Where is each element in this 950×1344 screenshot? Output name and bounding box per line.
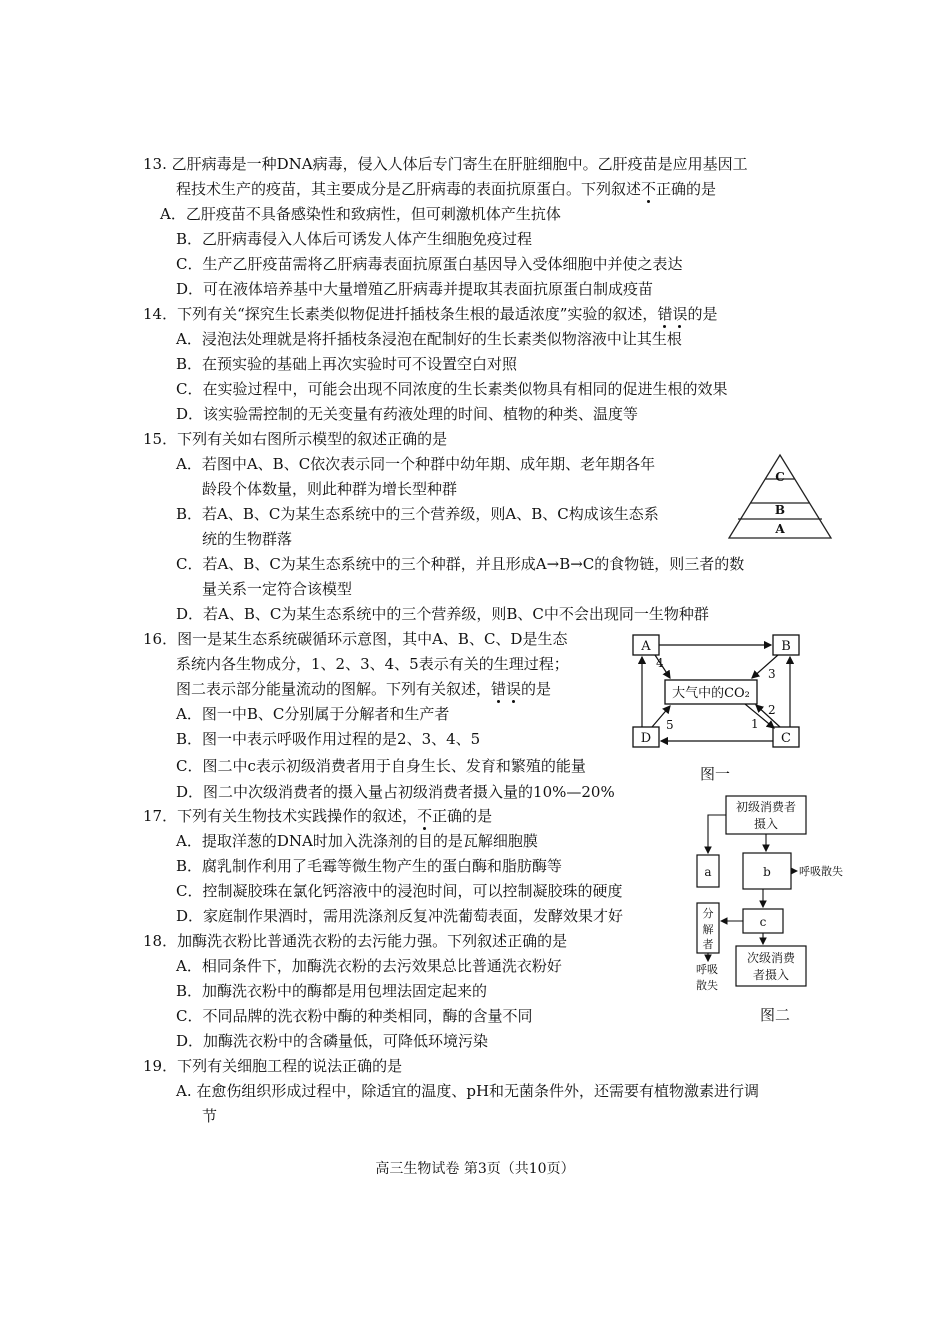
q13-stem-line2	[176, 179, 716, 199]
q17-option-c: C．控制凝胶珠在氯化钙溶液中的浸泡时间，可以控制凝胶珠的硬度	[176, 882, 623, 900]
process-label-2: 2	[768, 703, 776, 717]
q19-option-a-line1: A. 在愈伤组织形成过程中，除适宜的温度、pH和无菌条件外，还需要有植物激素进行调	[176, 1082, 760, 1100]
q13-stem-line1: 13. 乙肝病毒是一种DNA病毒，侵入人体后专门寄生在肝脏细胞中。乙肝疫苗是应用基因工	[143, 155, 748, 173]
q16-stem-end: 的是	[521, 680, 552, 698]
q15-stem: 15．下列有关如右图所示模型的叙述正确的是	[143, 430, 448, 448]
figure-1-caption: 图一	[700, 765, 731, 783]
q18-stem: 18．加酶洗衣粉比普通洗衣粉的去污能力强。下列叙述正确的是	[143, 932, 568, 950]
primary-consumer-label: 初级消费者	[735, 800, 797, 814]
q19-option-a-line2: 节	[202, 1107, 218, 1125]
q17-option-a: A．提取洋葱的DNA时加入洗涤剂的目的是瓦解细胞膜	[176, 832, 538, 850]
q15-option-b-line2: 统的生物群落	[202, 530, 293, 548]
process-label-4: 4	[656, 656, 664, 670]
secondary-consumer-label: 次级消费	[746, 951, 796, 965]
process-label-3: 3	[768, 667, 776, 681]
box-c-label: c	[759, 915, 767, 929]
q16-option-b: B．图一中表示呼吸作用过程的是2、3、4、5	[176, 730, 481, 748]
node-a-label: A	[641, 639, 651, 654]
box-a-label: a	[704, 865, 712, 879]
q14-emphasis-mark-2: 误	[672, 305, 688, 323]
decomposer-char-3: 者	[702, 938, 714, 951]
q16-option-c: C．图二中c表示初级消费者用于自身生长、发育和繁殖的能量	[176, 757, 586, 775]
q18-option-c: C．不同品牌的洗衣粉中酶的种类相同，酶的含量不同	[176, 1007, 533, 1025]
q14-option-d: D．该实验需控制的无关变量有药液处理的时间、植物的种类、温度等	[176, 405, 639, 423]
q13-stem-end: 正确的是	[656, 180, 717, 198]
q15-option-c-line1: C．若A、B、C为某生态系统中的三个种群，并且形成A→B→C的食物链，则三者的数	[176, 555, 745, 573]
q13-option-d: D．可在液体培养基中大量增殖乙肝病毒并提取其表面抗原蛋白制成疫苗	[176, 280, 654, 298]
node-c-label: C	[781, 731, 791, 746]
carbon-cycle-diagram	[630, 632, 805, 750]
q16-option-a: A．图一中B、C分别属于分解者和生产者	[176, 705, 450, 723]
respiration-loss-label: 呼吸散失	[799, 865, 843, 878]
q16-stem-line1: 16．图一是某生态系统碳循环示意图，其中A、B、C、D是生态	[143, 630, 568, 648]
q14-stem-end: 的是	[687, 305, 718, 323]
q13-emphasis-mark: 不	[641, 180, 657, 198]
box-b-label: b	[763, 865, 771, 879]
q15-option-d: D．若A、B、C为某生态系统中的三个营养级，则B、C中不会出现同一生物种群	[176, 605, 709, 623]
q17-stem	[143, 806, 492, 826]
arrow-intake-to-a	[708, 815, 726, 853]
q16-stem-text: 图二表示部分能量流动的图解。下列有关叙述，	[176, 680, 492, 698]
q14-emphasis-mark-1: 错	[657, 305, 673, 323]
pyramid-label-bottom: A	[775, 522, 785, 536]
q17-option-b: B．腐乳制作利用了毛霉等微生物产生的蛋白酶和脂肪酶等	[176, 857, 563, 875]
decomposer-loss-label-2: 散失	[696, 979, 718, 992]
page-footer: 高三生物试卷 第3页（共10页）	[375, 1161, 575, 1177]
q13-stem-text: 程技术生产的疫苗，其主要成分是乙肝病毒的表面抗原蛋白。下列叙述	[176, 180, 642, 198]
process-label-5: 5	[666, 718, 674, 732]
node-d-label: D	[640, 731, 652, 746]
node-b-label: B	[781, 639, 791, 654]
q17-emphasis-mark: 不	[417, 807, 433, 825]
decomposer-loss-label-1: 呼吸	[696, 963, 718, 976]
q15-option-a-line2: 龄段个体数量，则此种群为增长型种群	[202, 480, 458, 498]
primary-consumer-intake-label: 摄入	[753, 817, 779, 831]
q16-emphasis-mark-1: 错	[491, 680, 507, 698]
q17-stem-text: 17．下列有关生物技术实践操作的叙述，	[143, 807, 418, 825]
q14-option-a: A．浸泡法处理就是将扦插枝条浸泡在配制好的生长素类似物溶液中让其生根	[176, 330, 682, 348]
q14-option-c: C．在实验过程中，可能会出现不同浓度的生长素类似物具有相同的促进生根的效果	[176, 380, 728, 398]
secondary-consumer-intake-label: 者摄入	[752, 968, 790, 982]
q13-option-a: A．乙肝疫苗不具备感染性和致病性，但可刺激机体产生抗体	[160, 205, 561, 223]
process-label-1: 1	[751, 717, 759, 731]
decomposer-char-1: 分	[702, 907, 714, 920]
q14-option-b: B．在预实验的基础上再次实验时可不设置空白对照	[176, 355, 518, 373]
pyramid-label-mid: B	[774, 503, 786, 517]
q15-option-a-line1: A．若图中A、B、C依次表示同一个种群中幼年期、成年期、老年期各年	[176, 455, 656, 473]
q16-stem-line2: 系统内各生物成分，1、2、3、4、5表示有关的生理过程；	[176, 655, 569, 673]
figure-2-caption: 图二	[760, 1006, 791, 1024]
q17-option-d: D．家庭制作果酒时，需用洗涤剂反复冲洗葡萄表面，发酵效果才好	[176, 907, 624, 925]
q17-stem-end: 正确的是	[432, 807, 493, 825]
q14-stem	[143, 304, 717, 324]
q16-stem-line3	[176, 679, 551, 699]
q19-stem: 19．下列有关细胞工程的说法正确的是	[143, 1057, 403, 1075]
energy-flow-diagram	[690, 793, 870, 998]
decomposer-char-2: 解	[702, 923, 714, 936]
q13-option-b: B．乙肝病毒侵入人体后可诱发人体产生细胞免疫过程	[176, 230, 533, 248]
q18-option-d: D．加酶洗衣粉中的含磷量低，可降低环境污染	[176, 1032, 489, 1050]
pyramid-label-top: C	[775, 470, 785, 484]
q16-emphasis-mark-2: 误	[506, 680, 522, 698]
q18-option-a: A．相同条件下，加酶洗衣粉的去污效果总比普通洗衣粉好	[176, 957, 562, 975]
q13-option-c: C．生产乙肝疫苗需将乙肝病毒表面抗原蛋白基因导入受体细胞中并使之表达	[176, 255, 683, 273]
q15-option-c-line2: 量关系一定符合该模型	[202, 580, 353, 598]
q15-option-b-line1: B．若A、B、C为某生态系统中的三个营养级，则A、B、C构成该生态系	[176, 505, 659, 523]
q18-option-b: B．加酶洗衣粉中的酶都是用包埋法固定起来的	[176, 982, 488, 1000]
q14-stem-text: 14．下列有关“探究生长素类似物促进扦插枝条生根的最适浓度”实验的叙述，	[143, 305, 658, 323]
pyramid-diagram	[725, 452, 835, 542]
q16-option-d: D．图二中次级消费者的摄入量占初级消费者摄入量的10%—20%	[176, 783, 615, 801]
co2-label: 大气中的CO₂	[672, 686, 750, 701]
